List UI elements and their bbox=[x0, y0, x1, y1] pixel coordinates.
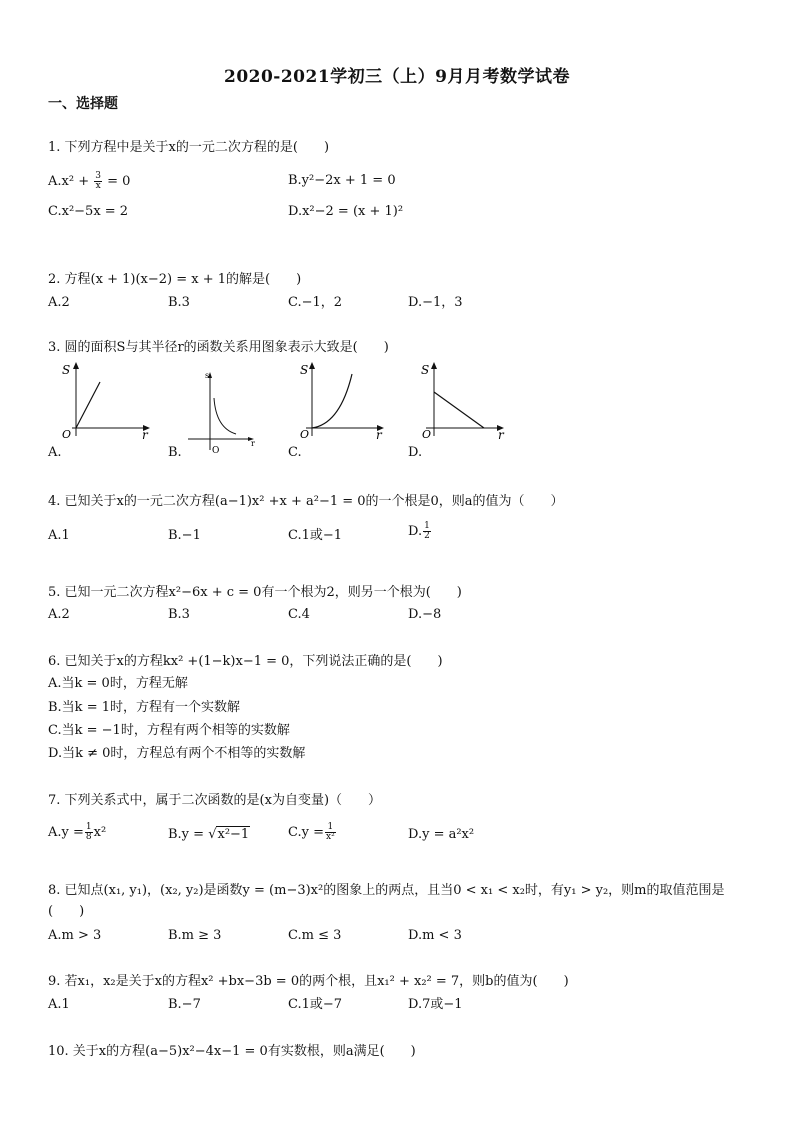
question-3-option-c: C. bbox=[288, 445, 302, 460]
fraction: $\frac{1}{2}$ bbox=[424, 521, 430, 541]
option-label: B.y = bbox=[168, 827, 205, 842]
question-9-option-c: C.1或−7 bbox=[288, 997, 343, 1012]
question-2-option-d: D.−1，3 bbox=[408, 295, 463, 310]
fraction: $\frac{1}{\text{x²}}$ bbox=[326, 822, 335, 842]
origin-label: O bbox=[212, 446, 220, 456]
question-2-option-b: B.3 bbox=[168, 295, 190, 310]
question-8-stem-continued: ( ) bbox=[48, 904, 85, 919]
question-2-option-c: C.−1，2 bbox=[288, 295, 343, 310]
question-3-option-d: D. bbox=[408, 445, 423, 460]
page-title: 2020-2021学初三（上）9月月考数学试卷 bbox=[223, 67, 570, 87]
x-axis-label: r bbox=[142, 428, 148, 442]
question-6-option-b: B.当k = 1时，方程有一个实数解 bbox=[48, 700, 240, 715]
option-label: A.y = bbox=[48, 825, 84, 840]
question-3-option-a: A. bbox=[48, 445, 62, 460]
graph-d bbox=[412, 360, 512, 445]
x-axis-label: r bbox=[376, 428, 382, 442]
graph-b bbox=[180, 362, 270, 457]
question-8-option-b: B.m ≥ 3 bbox=[168, 928, 222, 943]
option-label: A. bbox=[48, 174, 62, 189]
question-8-option-a: A.m > 3 bbox=[48, 928, 102, 943]
y-axis-label: S bbox=[62, 363, 71, 377]
question-3-option-b: B. bbox=[168, 445, 182, 460]
graph-a bbox=[58, 360, 158, 445]
question-1-option-d: D.x²−2 = (x + 1)² bbox=[288, 204, 404, 219]
radicand: x²−1 bbox=[217, 827, 250, 842]
question-8-option-c: C.m ≤ 3 bbox=[288, 928, 342, 943]
question-9-stem: 9. 若x₁，x₂是关于x的方程x² +bx−3b = 0的两个根，且x₁² + x₂² = 7，则b的值为( ) bbox=[48, 974, 569, 989]
question-6-option-d: D.当k ≠ 0时，方程总有两个不相等的实数解 bbox=[48, 746, 306, 761]
math-expr: = 0 bbox=[102, 174, 131, 189]
question-1-option-c: C.x²−5x = 2 bbox=[48, 204, 129, 219]
question-6-stem: 6. 已知关于x的方程kx² +(1−k)x−1 = 0，下列说法正确的是( ) bbox=[48, 654, 443, 669]
origin-label: O bbox=[300, 428, 310, 441]
question-2-option-a: A.2 bbox=[48, 295, 70, 310]
question-7-stem: 7. 下列关系式中，属于二次函数的是(x为自变量)（ ） bbox=[48, 793, 382, 808]
question-5-option-c: C.4 bbox=[288, 607, 310, 622]
question-6-option-c: C.当k = −1时，方程有两个相等的实数解 bbox=[48, 723, 290, 738]
x-axis-label: r bbox=[251, 439, 255, 448]
question-7-option-b: B.y = √x²−1 bbox=[168, 827, 250, 842]
graph-c bbox=[292, 360, 392, 445]
question-4-option-d bbox=[408, 522, 432, 541]
question-7-option-c bbox=[288, 823, 337, 842]
option-label: D. bbox=[408, 524, 423, 539]
option-label: C.y = bbox=[288, 825, 324, 840]
question-9-option-b: B.−7 bbox=[168, 997, 201, 1012]
math-expr: x² + bbox=[61, 174, 94, 189]
question-8-option-d: D.m < 3 bbox=[408, 928, 462, 943]
fraction: $\frac{1}{8}$ bbox=[85, 822, 92, 842]
section-heading: 一、选择题 bbox=[48, 96, 118, 112]
question-2-stem: 2. 方程(x + 1)(x−2) = x + 1的解是( ) bbox=[48, 272, 302, 287]
question-5-option-a: A.2 bbox=[48, 607, 70, 622]
y-axis-label: S bbox=[421, 363, 430, 377]
question-7-option-a bbox=[48, 823, 106, 842]
x-axis-label: r bbox=[498, 428, 504, 442]
question-6-option-a: A.当k = 0时，方程无解 bbox=[48, 676, 188, 691]
question-1-option-b: B.y²−2x + 1 = 0 bbox=[288, 173, 396, 188]
question-4-stem: 4. 已知关于x的一元二次方程(a−1)x² +x + a²−1 = 0的一个根是0，则a的值为（ ） bbox=[48, 494, 564, 509]
question-5-option-b: B.3 bbox=[168, 607, 190, 622]
question-7-option-d: D.y = a²x² bbox=[408, 827, 475, 842]
origin-label: O bbox=[422, 428, 432, 441]
question-5-stem: 5. 已知一元二次方程x²−6x + c = 0有一个根为2，则另一个根为( ) bbox=[48, 585, 462, 600]
question-4-option-a: A.1 bbox=[48, 528, 70, 543]
question-1-option-a bbox=[48, 172, 130, 191]
question-5-option-d: D.−8 bbox=[408, 607, 442, 622]
question-4-option-c: C.1或−1 bbox=[288, 528, 343, 543]
question-9-option-a: A.1 bbox=[48, 997, 70, 1012]
question-10-stem: 10. 关于x的方程(a−5)x²−4x−1 = 0有实数根，则a满足( ) bbox=[48, 1044, 416, 1059]
math-expr: x² bbox=[93, 825, 107, 840]
question-9-option-d: D.7或−1 bbox=[408, 997, 463, 1012]
y-axis-label: s bbox=[205, 371, 210, 380]
question-1-stem: 1. 下列方程中是关于x的一元二次方程的是( ) bbox=[48, 140, 330, 155]
question-8-stem: 8. 已知点(x₁, y₁)，(x₂, y₂)是函数y = (m−3)x²的图象上的两点，且当0 < x₁ < x₂时，有y₁ > y₂，则m的取值范围是 bbox=[48, 883, 725, 898]
fraction: $\frac{3}{x}$ bbox=[95, 171, 101, 191]
origin-label: O bbox=[62, 428, 72, 441]
question-4-option-b: B.−1 bbox=[168, 528, 201, 543]
question-3-stem: 3. 圆的面积S与其半径r的函数关系用图象表示大致是( ) bbox=[48, 340, 389, 355]
y-axis-label: S bbox=[300, 363, 309, 377]
